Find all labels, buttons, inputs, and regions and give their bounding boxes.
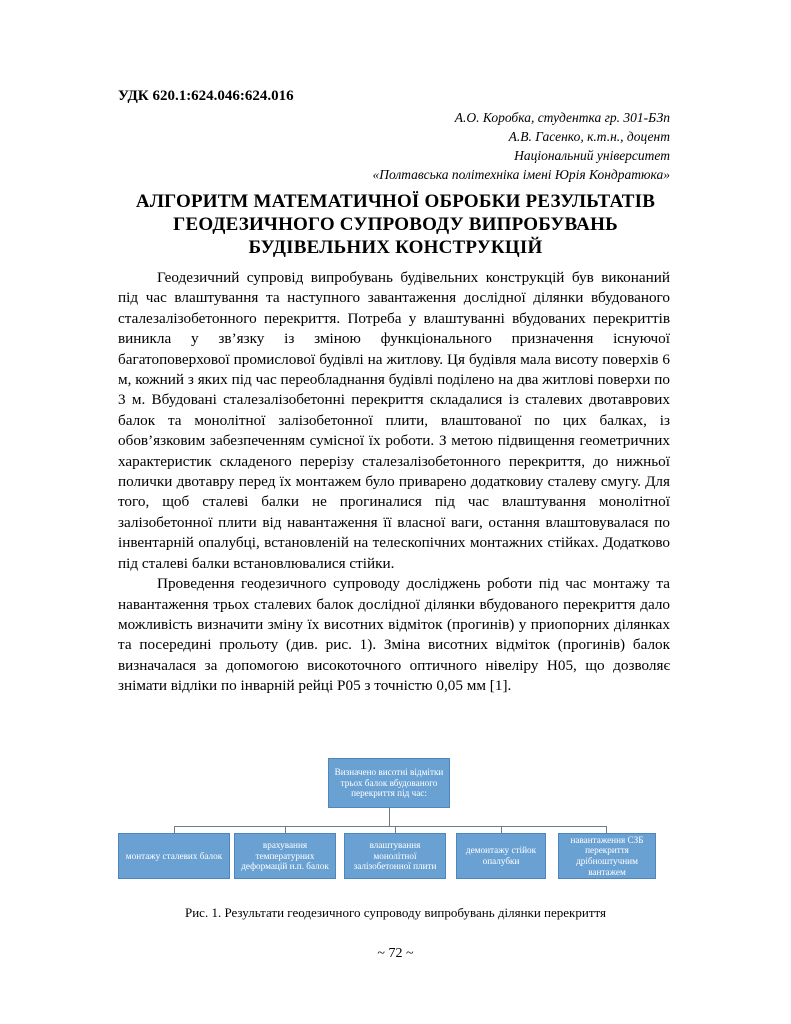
- diagram-connector: [174, 826, 606, 827]
- diagram-child-node: врахування температурних деформацій н.п. балок: [234, 833, 336, 879]
- title-line: ГЕОДЕЗИЧНОГО СУПРОВОДУ ВИПРОБУВАНЬ: [173, 214, 618, 235]
- diagram-connector: [389, 808, 390, 826]
- figure-1-diagram: [116, 758, 676, 880]
- affiliation-line: «Полтавська політехніка імені Юрія Кондратюка»: [372, 167, 670, 182]
- author-line: А.В. Гасенко, к.т.н., доцент: [508, 129, 670, 144]
- diagram-child-node: демонтажу стійок опалубки: [456, 833, 546, 879]
- udk-code: УДК 620.1:624.046:624.016: [118, 88, 294, 104]
- diagram-child-node: монтажу сталевих балок: [118, 833, 230, 879]
- diagram-connector: [285, 826, 286, 833]
- diagram-connector: [501, 826, 502, 833]
- affiliation-line: Національний університет: [514, 148, 670, 163]
- diagram-connector: [395, 826, 396, 833]
- diagram-child-node: навантаження СЗБ перекриття дрібноштучним вантажем: [558, 833, 656, 879]
- author-block: [372, 108, 670, 184]
- paragraph: Геодезичний супровід випробувань будівельних конструкцій був виконаний під час влаштування та наступного завантаження дослідної ділянки вбудованого сталезалізобетонного перекриття. Потреба у влаштуванні вбудованих перекриттів виникла у зв’язку із зміною функціонального призначення існуючої багатоповерхової промислової будівлі на житлову. Ця будівля мала висоту поверхів 6 м, кожний з яких під час переобладнання будівлі поділено на два житлові поверхи по 3 м. Вбудовані сталезалізобетонні перекриття складалися із сталевих двотаврових балок та монолітної залізобетонної плити, влаштованої по цих балках, із обов’язковим забезпеченням сумісної їх роботи. З метою підвищення геометричних характеристик складеного перерізу сталезалізобетонного перекриття, до нижньої полички двотавру перед їх монтажем було приварено додатковиу сталеву смугу. Для того, щоб сталеві балки не прогиналися під час влаштування монолітної залізобетонної плити від навантаження її власної ваги, остання влаштовувалася по інвентарній опалубці, встановленій на телескопічних монтажних стійках. Додатково під сталеві балки встановлювалися стійки.: [118, 269, 670, 572]
- paper-title: [100, 190, 691, 259]
- author-line: А.О. Коробка, студентка гр. 301-БЗп: [454, 110, 670, 125]
- diagram-connector: [606, 826, 607, 833]
- diagram-connector: [174, 826, 175, 833]
- figure-caption: Рис. 1. Результати геодезичного супроводу випробувань ділянки перекриття: [184, 905, 606, 920]
- title-line: АЛГОРИТМ МАТЕМАТИЧНОЇ ОБРОБКИ РЕЗУЛЬТАТІВ: [135, 191, 656, 212]
- page-number: ~ 72 ~: [377, 946, 414, 961]
- diagram-child-node: влаштування монолітної залізобетонної плити: [344, 833, 446, 879]
- title-line: БУДІВЕЛЬНИХ КОНСТРУКЦІЙ: [248, 237, 543, 258]
- paragraph: Проведення геодезичного супроводу досліджень роботи під час монтажу та навантаження трьох сталевих балок дослідної ділянки вбудованого перекриття дало можливість визначити зміну їх висотних відміток (прогинів) у приопорних ділянках та посередині прольоту (див. рис. 1). Зміна висотних відміток (прогинів) балок визначалася за допомогою високоточного оптичного нівеліру Н05, що дозволяє знімати відліки по інварній рейці Р05 з точністю 0,05 мм [1].: [118, 575, 670, 695]
- diagram-root-node: Визначено висотні відмітки трьох балок вбудованого перекриття під час:: [328, 758, 450, 808]
- body-text: [118, 268, 670, 697]
